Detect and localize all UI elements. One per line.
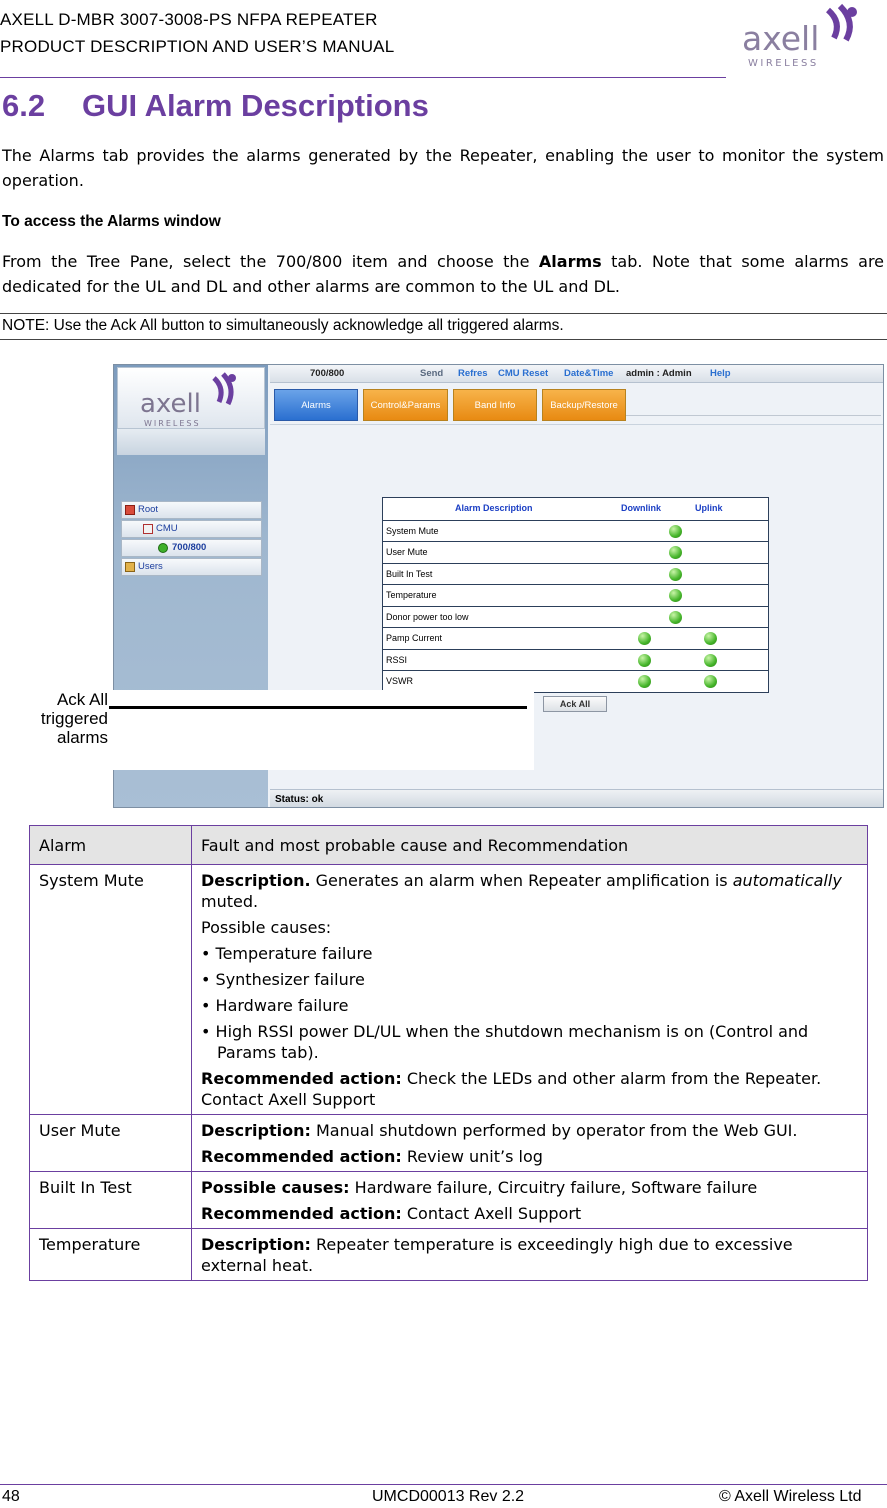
downlink-led-icon [669, 525, 682, 538]
status-led-icon [158, 543, 168, 553]
callout-arrow [109, 706, 527, 709]
users-icon [125, 562, 135, 572]
alarm-row [383, 541, 768, 563]
alarm-description-table [29, 825, 868, 1281]
description: Description: Repeater temperature is exceedingly high due to excessive external heat. [201, 1235, 793, 1275]
downlink-led-icon [669, 589, 682, 602]
selected-item-label: 700/800 [310, 368, 345, 379]
section-heading [2, 88, 429, 124]
intro-paragraph: The Alarms tab provides the alarms generated by the Repeater, enabling the user to monitor the system operation. [2, 146, 884, 190]
col-uplink: Uplink [695, 503, 723, 513]
user-label: admin : Admin [626, 368, 692, 379]
tree-item-cmu[interactable] [121, 520, 262, 538]
date-time-button[interactable]: Date&Time [564, 368, 614, 379]
downlink-led-icon [669, 568, 682, 581]
alarm-table [382, 497, 769, 693]
note-box: NOTE: Use the Ack All button to simultaneously acknowledge all triggered alarms. [0, 313, 887, 340]
alarm-details [192, 1115, 868, 1172]
recommended-action: Recommended action: Contact Axell Support [201, 1204, 582, 1223]
send-button[interactable]: Send [420, 368, 444, 379]
alarm-name: Temperature [30, 1229, 192, 1281]
tab-alarms[interactable]: Alarms [274, 389, 358, 421]
svg-text:WIRELESS: WIRELESS [144, 419, 201, 428]
document-id: UMCD00013 Rev 2.2 [372, 1488, 525, 1505]
tree-label-root: Root [138, 504, 159, 515]
list-item: • Synthesizer failure [201, 970, 365, 989]
downlink-led-icon [638, 675, 651, 688]
cmu-reset-button[interactable]: CMU Reset [498, 368, 549, 379]
alarm-details [192, 865, 868, 1115]
list-item: • Temperature failure [201, 944, 373, 963]
status-bar: Status: ok [270, 789, 884, 808]
ack-all-button[interactable]: Ack All [543, 696, 607, 712]
possible-causes-label: Possible causes: [201, 918, 332, 937]
callout-line1: Ack All [56, 690, 108, 709]
callout-line3: alarms [56, 728, 108, 747]
gui-logo-panel [117, 367, 265, 429]
access-paragraph [2, 249, 884, 299]
access-heading: To access the Alarms window [2, 213, 221, 230]
header-alarm: Alarm [30, 826, 192, 865]
tree-item-users[interactable] [121, 558, 262, 576]
gui-axell-logo [118, 368, 266, 430]
alarm-name: Built In Test [30, 1172, 192, 1229]
uplink-led-icon [704, 632, 717, 645]
copyright: © Axell Wireless Ltd [719, 1488, 862, 1505]
refresh-button[interactable]: Refres [458, 368, 488, 379]
uplink-led-icon [704, 675, 717, 688]
alarm-row-label: Donor power too low [386, 611, 469, 622]
gui-logo-strip [117, 429, 265, 455]
alarm-row-label: User Mute [386, 547, 428, 557]
axell-logo [742, 2, 862, 70]
alarm-row [383, 584, 768, 606]
tab-control-params[interactable]: Control&Params [363, 389, 448, 421]
alarm-row [383, 563, 768, 585]
svg-text:WIRELESS: WIRELESS [748, 58, 819, 69]
page-number: 48 [2, 1488, 20, 1505]
tree-label-700-800: 700/800 [172, 542, 207, 553]
alarm-row [383, 520, 768, 542]
alarm-details [192, 1229, 868, 1281]
callout-label [18, 690, 108, 747]
alarm-row [383, 606, 768, 628]
access-text-bold: Alarms [538, 252, 602, 271]
tab-backup-restore[interactable]: Backup/Restore [542, 389, 626, 421]
list-item: • Hardware failure [201, 996, 349, 1015]
alarm-row-label: RSSI [386, 654, 408, 665]
alarm-row-label: Temperature [386, 590, 437, 600]
header-fault: Fault and most probable cause and Recommendation [192, 826, 868, 865]
alarm-row-label: VSWR [386, 676, 413, 686]
footer-rule [0, 1484, 887, 1485]
svg-text:axell: axell [742, 19, 820, 58]
description: Description: Manual shutdown performed by operator from the Web GUI. [201, 1121, 798, 1140]
alarm-details [192, 1172, 868, 1229]
callout-line2: triggered [40, 709, 108, 728]
table-row [30, 1115, 868, 1172]
access-text-pre: From the Tree Pane, select the 700/800 item and choose the [2, 252, 539, 271]
tab-band-info[interactable]: Band Info [453, 389, 537, 421]
alarm-row [383, 670, 768, 692]
list-item: • High RSSI power DL/UL when the shutdown mechanism is on (Control and Params tab). [201, 1022, 809, 1062]
alarm-row [383, 627, 768, 649]
recommended-action: Recommended action: Review unit’s log [201, 1147, 543, 1166]
tree-item-root[interactable] [121, 501, 262, 519]
header-title-line1: AXELL D-MBR 3007-3008-PS NFPA REPEATER [0, 10, 378, 29]
section-title: GUI Alarm Descriptions [82, 88, 429, 123]
svg-text:axell: axell [140, 389, 201, 419]
alarm-table-header [383, 498, 768, 520]
downlink-led-icon [638, 632, 651, 645]
table-header-row [30, 826, 868, 865]
tree-label-cmu: CMU [156, 523, 178, 534]
header-title-line2: PRODUCT DESCRIPTION AND USER’S MANUAL [0, 37, 395, 56]
help-button[interactable]: Help [710, 368, 731, 379]
description: Description. Generates an alarm when Repeater amplification is automatically muted. [201, 871, 842, 911]
table-row [30, 1172, 868, 1229]
table-row [30, 1229, 868, 1281]
tree-label-users: Users [138, 561, 163, 572]
alarm-row-label: Pamp Current [386, 633, 443, 643]
col-downlink: Downlink [621, 503, 661, 513]
downlink-led-icon [669, 611, 682, 624]
cmu-icon [143, 524, 153, 534]
possible-causes: Possible causes: Hardware failure, Circuitry failure, Software failure [201, 1178, 758, 1197]
downlink-led-icon [669, 546, 682, 559]
root-icon [125, 505, 135, 515]
callout-backdrop [108, 690, 534, 770]
uplink-led-icon [704, 654, 717, 667]
table-row [30, 865, 868, 1115]
gui-tabs [270, 385, 884, 425]
section-number: 6.2 [2, 88, 46, 123]
page-header [0, 0, 887, 80]
recommended-action: Recommended action: Check the LEDs and other alarm from the Repeater. Contact Axell Support [201, 1069, 822, 1109]
col-alarm-description: Alarm Description [455, 503, 533, 513]
alarm-row-label: Built In Test [386, 568, 433, 579]
gui-toolbar [270, 365, 884, 383]
access-text-post: tab. Note that some alarms are dedicated for the UL and DL and other alarms are common to the UL and DL. [2, 252, 885, 296]
tree-item-700-800[interactable] [121, 539, 262, 557]
header-rule [0, 77, 726, 78]
tabs-divider [626, 415, 881, 416]
alarm-row [383, 649, 768, 671]
alarm-row-label: System Mute [386, 525, 439, 536]
downlink-led-icon [638, 654, 651, 667]
alarm-name: User Mute [30, 1115, 192, 1172]
alarm-name: System Mute [30, 865, 192, 1115]
